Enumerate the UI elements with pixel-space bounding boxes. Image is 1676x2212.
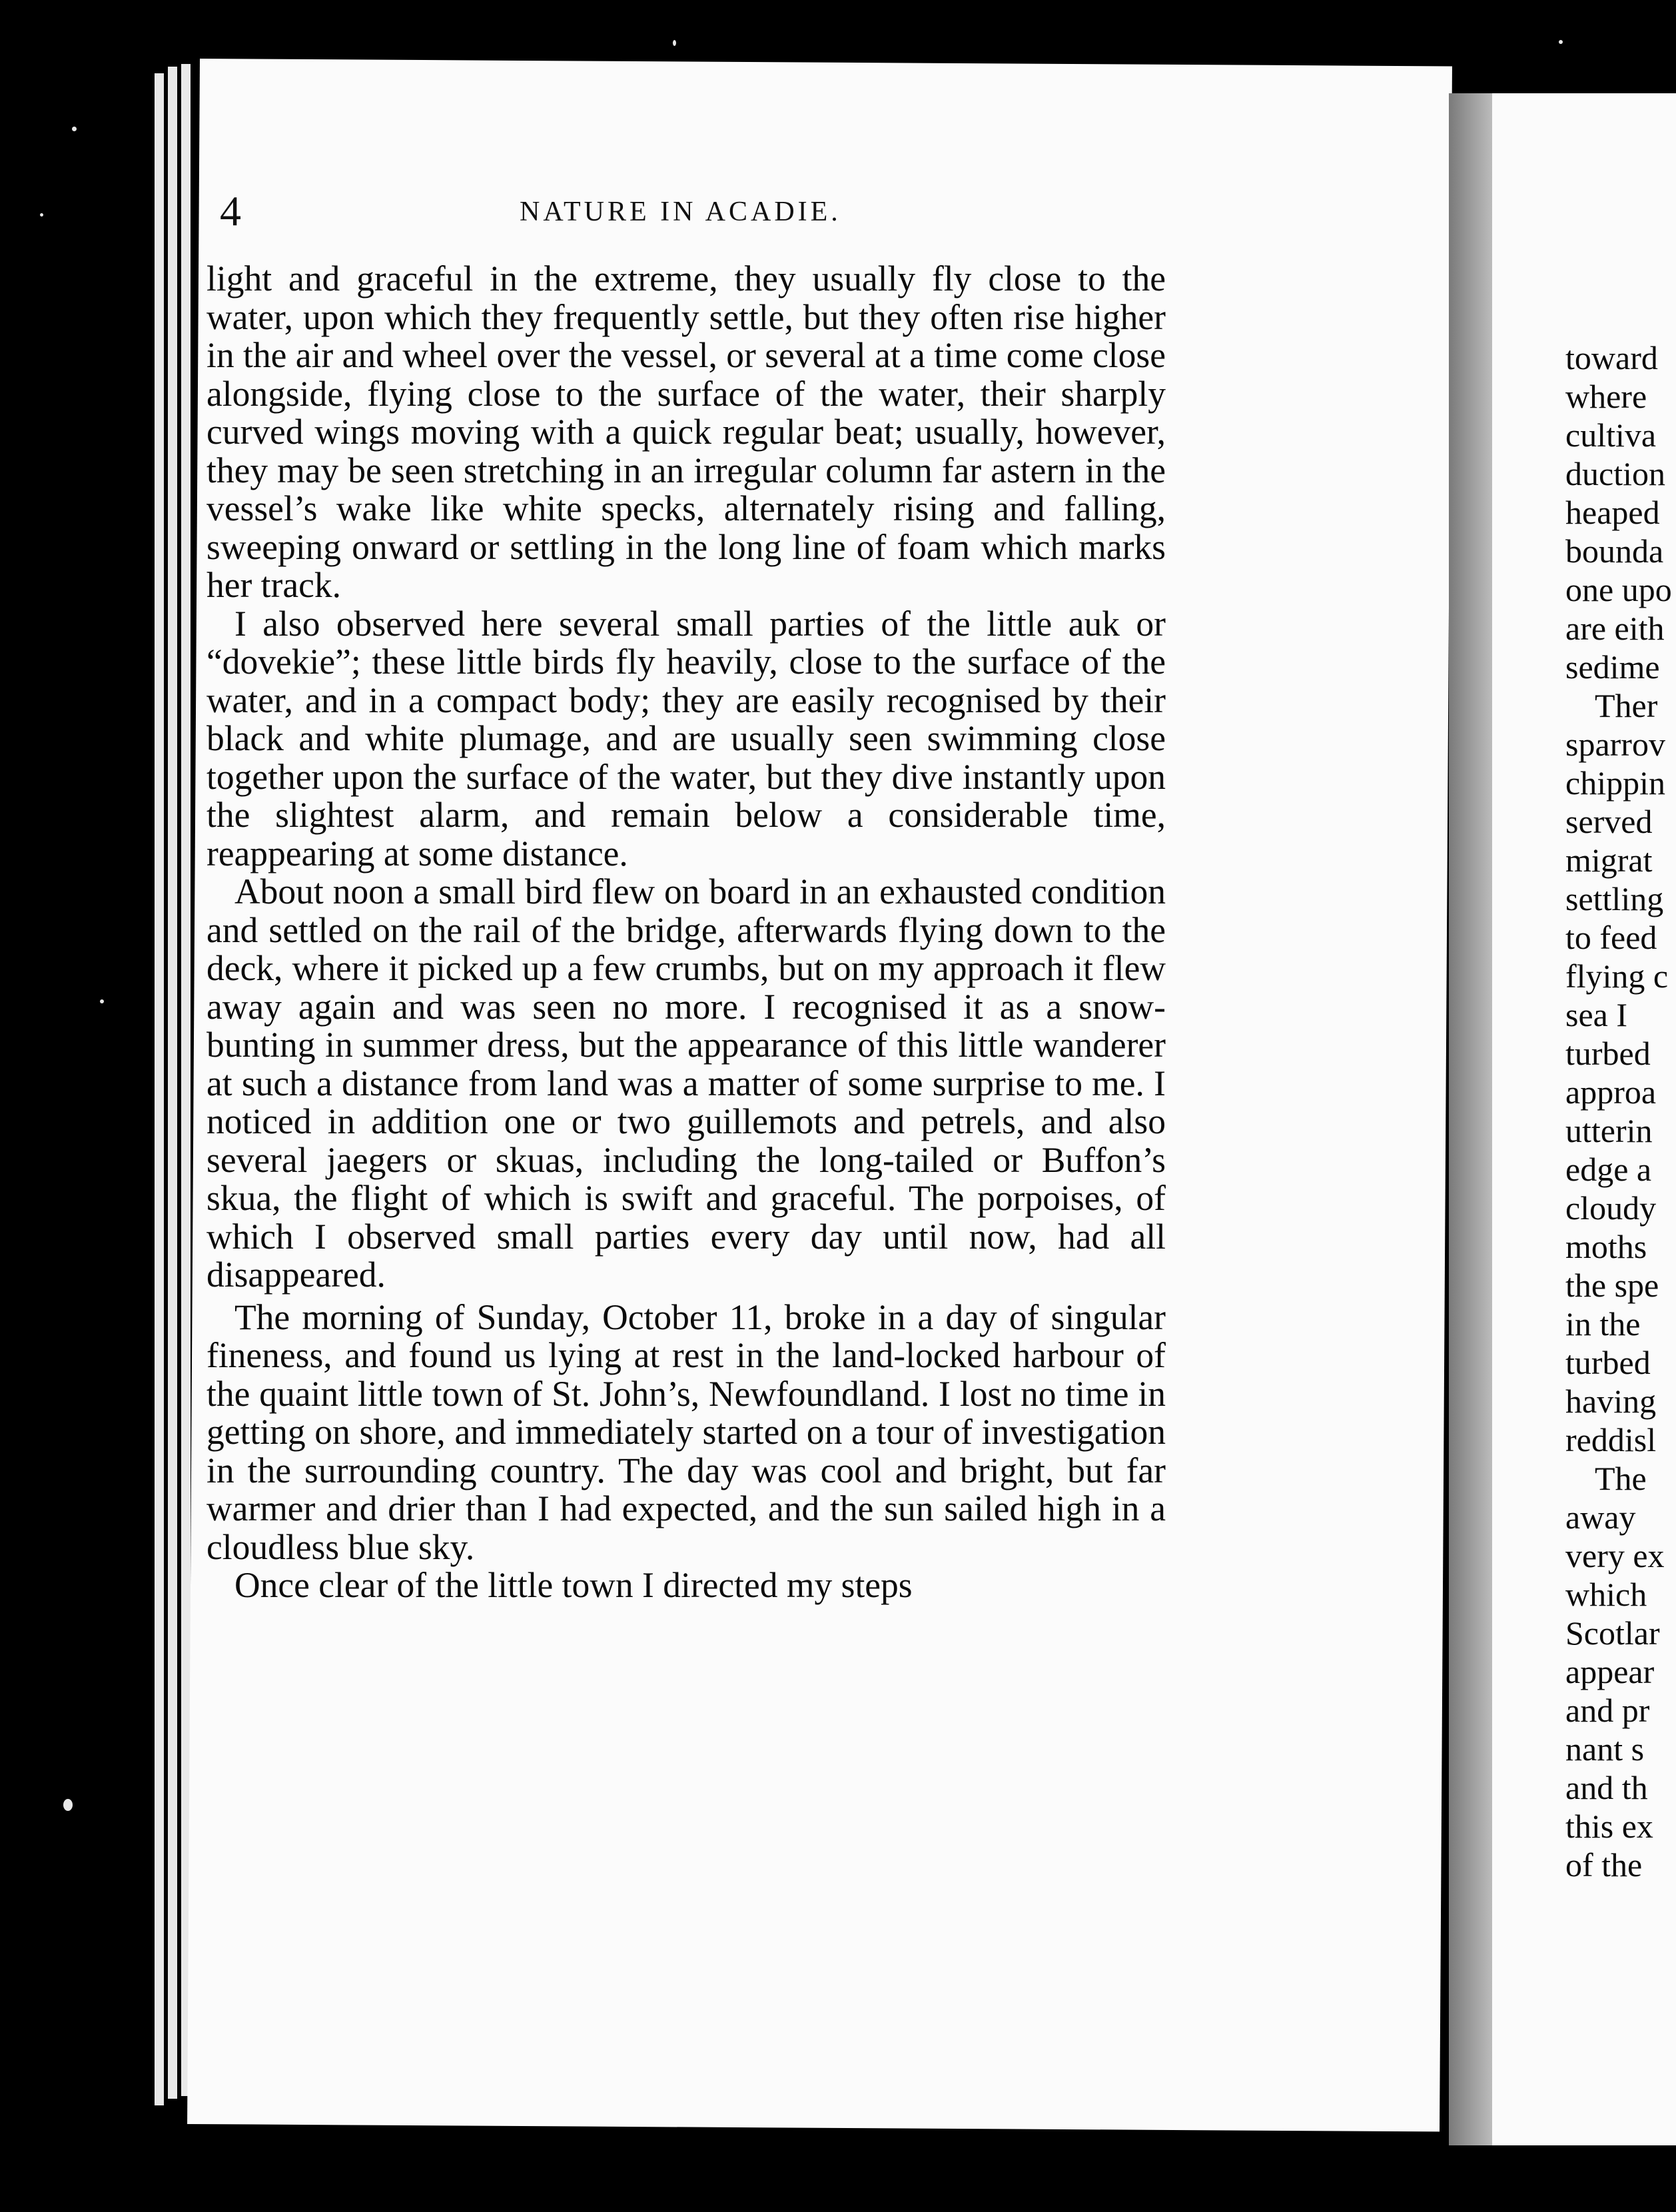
facing-page-line: which	[1565, 1576, 1647, 1613]
facing-page-line: the spe	[1565, 1267, 1659, 1304]
running-title: NATURE IN ACADIE.	[520, 197, 841, 227]
facing-page-line: sparrov	[1565, 726, 1665, 763]
facing-page-line: sea I	[1565, 996, 1627, 1033]
facing-page-line: toward	[1565, 339, 1658, 376]
facing-page-line: chippin	[1565, 764, 1665, 802]
facing-page-line: edge a	[1565, 1151, 1652, 1188]
paragraph: Once clear of the little town I directed my steps	[234, 1565, 913, 1605]
dust-speck	[100, 999, 104, 1003]
facing-page-line: having	[1565, 1382, 1657, 1420]
facing-page-line: The	[1595, 1460, 1647, 1497]
paragraph: The morning of Sunday, October 11, broke in a day of singular fineness, and found us lying at rest in the land-locked harbour of the quaint little town of St. John’s, Newfoundland. I lost no time in getting on shore, and immediately started on a tour of investigation in the surrounding country. The day was cool and bright, but far warmer and drier than I had expected, and the sun sailed high in a cloudless blue sky.	[207, 1297, 1166, 1567]
facing-page-line: turbed	[1565, 1344, 1651, 1381]
facing-page-line: served	[1565, 803, 1653, 840]
facing-page-line: and pr	[1565, 1692, 1650, 1729]
facing-page-line: bounda	[1565, 532, 1664, 570]
gutter-shadow	[1449, 93, 1493, 2145]
facing-page-line: appear	[1565, 1653, 1655, 1690]
facing-page	[1492, 93, 1676, 2145]
page-edge	[155, 73, 164, 2105]
facing-page-line: settling	[1565, 880, 1664, 917]
facing-page-line: heaped	[1565, 494, 1660, 531]
facing-page-line: away	[1565, 1498, 1636, 1536]
facing-page-line: in the	[1565, 1305, 1641, 1343]
paragraph: I also observed here several small parties of the little auk or “dovekie”; these little birds fly heavily, close to the surface of the water, and in a compact body; they are easily recognised by their black and white plumage, and are usually seen swimming close together upon the surface of the water, but they dive instantly upon the slightest alarm, and remain below a considerable time, reappearing at some distance.	[207, 603, 1166, 873]
facing-page-line: duction	[1565, 455, 1665, 492]
dust-speck	[673, 40, 676, 46]
facing-page-line: moths	[1565, 1228, 1647, 1265]
facing-page-line: nant s	[1565, 1730, 1645, 1768]
facing-page-line: Ther	[1595, 687, 1658, 724]
facing-page-line: where	[1565, 378, 1647, 415]
facing-page-line: approa	[1565, 1073, 1657, 1111]
dust-speck	[1559, 40, 1563, 44]
paragraph: About noon a small bird flew on board in an exhausted condition and settled on the rail of the bridge, afterwards flying down to the deck, where it picked up a few crumbs, but on my approach it flew away again and was seen no more. I recognised it as a snow-bunting in summer dress, but the appearance of this little wanderer at such a distance from land was a matter of some surprise to me. I noticed in addition one or two guillemots and petrels, and also several jaegers or skuas, including the long-tailed or Buffon’s skua, the flight of which is swift and graceful. The porpoises, of which I observed small parties every day until now, had all disappeared.	[207, 871, 1166, 1295]
running-head	[220, 187, 1086, 240]
body-text	[207, 260, 1166, 1605]
dust-speck	[63, 1799, 73, 1811]
facing-page-line: sedime	[1565, 648, 1660, 686]
facing-page-line: this ex	[1565, 1808, 1653, 1845]
dust-speck	[40, 213, 43, 217]
facing-page-line: cloudy	[1565, 1189, 1657, 1227]
dust-speck	[72, 127, 77, 131]
paragraph: light and graceful in the extreme, they usually fly close to the water, upon which they frequently settle, but they often rise higher in the air and wheel over the vessel, or several at a time come close alongside, flying close to the surface of the water, their sharply curved wings moving with a quick regular beat; usually, however, they may be seen stretching in an irregular column far astern in the vessel’s wake like white specks, alternately rising and falling, sweeping onward or settling in the long line of foam which marks her track.	[207, 259, 1166, 605]
facing-page-line: to feed	[1565, 919, 1657, 956]
facing-page-line: Scotlar	[1565, 1614, 1660, 1652]
page-number: 4	[220, 187, 241, 235]
facing-page-line: are eith	[1565, 610, 1665, 647]
facing-page-line: migrat	[1565, 841, 1653, 879]
facing-page-line: reddisl	[1565, 1421, 1657, 1458]
facing-page-line: and th	[1565, 1769, 1648, 1806]
facing-page-line: flying c	[1565, 957, 1669, 995]
facing-page-text	[1565, 338, 1676, 1884]
facing-page-line: one upo	[1565, 571, 1672, 608]
facing-page-line: utterin	[1565, 1112, 1653, 1149]
facing-page-line: of the	[1565, 1846, 1643, 1884]
facing-page-line: cultiva	[1565, 416, 1657, 454]
facing-page-line: turbed	[1565, 1035, 1651, 1072]
page-edge	[168, 67, 177, 2099]
facing-page-line: very ex	[1565, 1537, 1665, 1574]
